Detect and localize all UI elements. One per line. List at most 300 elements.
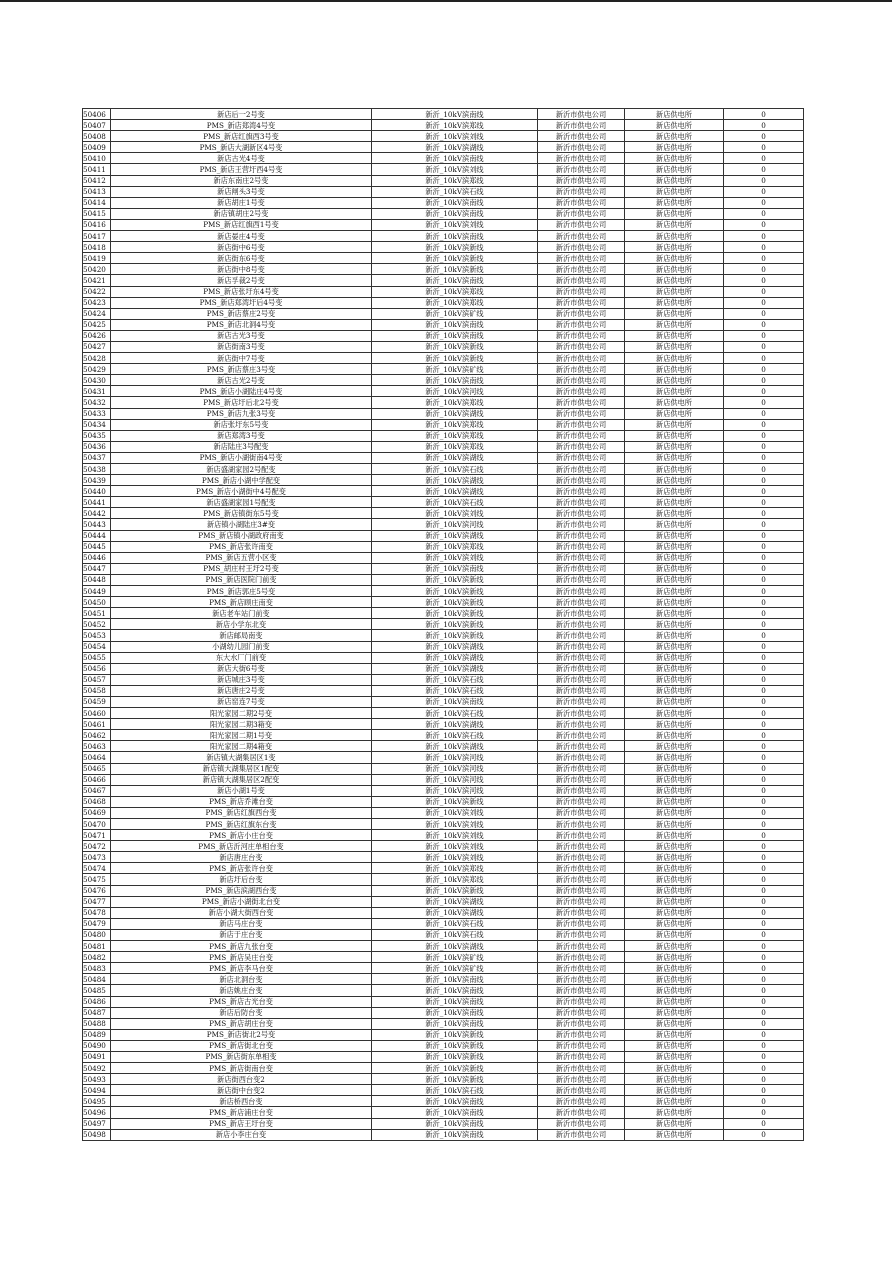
transformer-name-cell: 新店桥西台变 [111, 1096, 372, 1107]
row-id-cell: 50423 [83, 297, 111, 308]
station-cell: 新店供电所 [625, 275, 724, 286]
value-cell: 0 [724, 819, 804, 830]
row-id-cell: 50409 [83, 142, 111, 153]
table-row [83, 419, 804, 430]
station-cell: 新店供电所 [625, 430, 724, 441]
company-cell: 新沂市供电公司 [538, 430, 625, 441]
company-cell: 新沂市供电公司 [538, 131, 625, 142]
value-cell: 0 [724, 475, 804, 486]
table-row [83, 208, 804, 219]
station-cell: 新店供电所 [625, 774, 724, 785]
transformer-name-cell: 新店镇胡庄2号变 [111, 208, 372, 219]
company-cell: 新沂市供电公司 [538, 819, 625, 830]
table-row [83, 774, 804, 785]
line-cell: 新沂_10kV滨湖线 [372, 741, 538, 752]
line-cell: 新沂_10kV滨新线 [372, 1074, 538, 1085]
transformer-name-cell: 新店盛湖家园2号配变 [111, 464, 372, 475]
transformer-name-cell: 新店张圩东5号变 [111, 419, 372, 430]
station-cell: 新店供电所 [625, 441, 724, 452]
station-cell: 新店供电所 [625, 1074, 724, 1085]
table-row [83, 819, 804, 830]
company-cell: 新沂市供电公司 [538, 486, 625, 497]
line-cell: 新沂_10kV滨南线 [372, 985, 538, 996]
row-id-cell: 50437 [83, 452, 111, 463]
value-cell: 0 [724, 486, 804, 497]
station-cell: 新店供电所 [625, 175, 724, 186]
table-row [83, 974, 804, 985]
table-row [83, 1074, 804, 1085]
table-row [83, 386, 804, 397]
row-id-cell: 50483 [83, 963, 111, 974]
station-cell: 新店供电所 [625, 153, 724, 164]
station-cell: 新店供电所 [625, 1029, 724, 1040]
row-id-cell: 50465 [83, 763, 111, 774]
value-cell: 0 [724, 175, 804, 186]
row-id-cell: 50432 [83, 397, 111, 408]
value-cell: 0 [724, 408, 804, 419]
row-id-cell: 50487 [83, 1007, 111, 1018]
station-cell: 新店供电所 [625, 763, 724, 774]
value-cell: 0 [724, 1018, 804, 1029]
company-cell: 新沂市供电公司 [538, 530, 625, 541]
station-cell: 新店供电所 [625, 952, 724, 963]
transformer-name-cell: PMS_新店张许台变 [111, 863, 372, 874]
company-cell: 新沂市供电公司 [538, 1029, 625, 1040]
row-id-cell: 50485 [83, 985, 111, 996]
value-cell: 0 [724, 109, 804, 120]
line-cell: 新沂_10kV滨南线 [372, 1007, 538, 1018]
transformer-name-cell: 新店街中台变2 [111, 1085, 372, 1096]
table-row [83, 109, 804, 120]
value-cell: 0 [724, 419, 804, 430]
value-cell: 0 [724, 430, 804, 441]
row-id-cell: 50481 [83, 941, 111, 952]
line-cell: 新沂_10kV滨石线 [372, 497, 538, 508]
value-cell: 0 [724, 974, 804, 985]
transformer-name-cell: 新店老车站门前变 [111, 608, 372, 619]
transformer-name-cell: PMS_新店小湖街北台变 [111, 896, 372, 907]
line-cell: 新沂_10kV滨南线 [372, 1018, 538, 1029]
station-cell: 新店供电所 [625, 330, 724, 341]
station-cell: 新店供电所 [625, 530, 724, 541]
table-row [83, 1051, 804, 1062]
line-cell: 新沂_10kV滨郑线 [372, 874, 538, 885]
company-cell: 新沂市供电公司 [538, 952, 625, 963]
company-cell: 新沂市供电公司 [538, 153, 625, 164]
line-cell: 新沂_10kV滨新线 [372, 796, 538, 807]
value-cell: 0 [724, 929, 804, 940]
station-cell: 新店供电所 [625, 1051, 724, 1062]
company-cell: 新沂市供电公司 [538, 641, 625, 652]
company-cell: 新沂市供电公司 [538, 208, 625, 219]
table-row [83, 430, 804, 441]
table-row [83, 685, 804, 696]
row-id-cell: 50447 [83, 563, 111, 574]
value-cell: 0 [724, 353, 804, 364]
line-cell: 新沂_10kV滨新线 [372, 1063, 538, 1074]
transformer-name-cell: PMS_新店镇小湖政府南变 [111, 530, 372, 541]
table-row [83, 297, 804, 308]
line-cell: 新沂_10kV滨新线 [372, 885, 538, 896]
company-cell: 新沂市供电公司 [538, 963, 625, 974]
line-cell: 新沂_10kV滨刘线 [372, 219, 538, 230]
table-row [83, 131, 804, 142]
company-cell: 新沂市供电公司 [538, 752, 625, 763]
company-cell: 新沂市供电公司 [538, 508, 625, 519]
company-cell: 新沂市供电公司 [538, 109, 625, 120]
line-cell: 新沂_10kV滨郑线 [372, 175, 538, 186]
transformer-name-cell: 新店街东6号变 [111, 253, 372, 264]
company-cell: 新沂市供电公司 [538, 996, 625, 1007]
line-cell: 新沂_10kV滨湖线 [372, 641, 538, 652]
station-cell: 新店供电所 [625, 896, 724, 907]
row-id-cell: 50424 [83, 308, 111, 319]
transformer-name-cell: 新店晏庄4号变 [111, 231, 372, 242]
line-cell: 新沂_10kV滨河线 [372, 763, 538, 774]
line-cell: 新沂_10kV滨刘线 [372, 841, 538, 852]
row-id-cell: 50477 [83, 896, 111, 907]
transformer-name-cell: 新店后防台变 [111, 1007, 372, 1018]
row-id-cell: 50455 [83, 652, 111, 663]
value-cell: 0 [724, 264, 804, 275]
transformer-name-cell: PMS_新店郑湾圩后4号变 [111, 297, 372, 308]
station-cell: 新店供电所 [625, 907, 724, 918]
value-cell: 0 [724, 563, 804, 574]
value-cell: 0 [724, 685, 804, 696]
value-cell: 0 [724, 153, 804, 164]
row-id-cell: 50413 [83, 186, 111, 197]
value-cell: 0 [724, 1129, 804, 1140]
value-cell: 0 [724, 896, 804, 907]
value-cell: 0 [724, 497, 804, 508]
line-cell: 新沂_10kV滨新线 [372, 574, 538, 585]
company-cell: 新沂市供电公司 [538, 219, 625, 230]
value-cell: 0 [724, 552, 804, 563]
row-id-cell: 50468 [83, 796, 111, 807]
row-id-cell: 50438 [83, 464, 111, 475]
transformer-name-cell: 新店北洞台变 [111, 974, 372, 985]
row-id-cell: 50482 [83, 952, 111, 963]
transformer-name-cell: 新店小湖大街西台变 [111, 907, 372, 918]
row-id-cell: 50406 [83, 109, 111, 120]
station-cell: 新店供电所 [625, 131, 724, 142]
transformer-name-cell: PMS_新店蔡庄3号变 [111, 364, 372, 375]
transformer-name-cell: PMS_新店小湖陆庄4号变 [111, 386, 372, 397]
table-row [83, 353, 804, 364]
row-id-cell: 50461 [83, 719, 111, 730]
line-cell: 新沂_10kV滨湖线 [372, 142, 538, 153]
transformer-name-cell: PMS_新店张圩东4号变 [111, 286, 372, 297]
company-cell: 新沂市供电公司 [538, 308, 625, 319]
row-id-cell: 50466 [83, 774, 111, 785]
station-cell: 新店供电所 [625, 475, 724, 486]
line-cell: 新沂_10kV滨矿线 [372, 952, 538, 963]
line-cell: 新沂_10kV滨湖线 [372, 941, 538, 952]
row-id-cell: 50430 [83, 375, 111, 386]
transformer-name-cell: PMS_新店胡庄台变 [111, 1018, 372, 1029]
value-cell: 0 [724, 741, 804, 752]
station-cell: 新店供电所 [625, 397, 724, 408]
line-cell: 新沂_10kV滨刘线 [372, 819, 538, 830]
transformer-name-cell: 新店小李庄台变 [111, 1129, 372, 1140]
line-cell: 新沂_10kV滨石线 [372, 1085, 538, 1096]
company-cell: 新沂市供电公司 [538, 885, 625, 896]
table-row [83, 1063, 804, 1074]
transformer-name-cell: 新店后一2号变 [111, 109, 372, 120]
table-row [83, 264, 804, 275]
line-cell: 新沂_10kV滨石线 [372, 929, 538, 940]
table-row [83, 719, 804, 730]
company-cell: 新沂市供电公司 [538, 419, 625, 430]
value-cell: 0 [724, 197, 804, 208]
company-cell: 新沂市供电公司 [538, 896, 625, 907]
company-cell: 新沂市供电公司 [538, 785, 625, 796]
table-row [83, 464, 804, 475]
station-cell: 新店供电所 [625, 1118, 724, 1129]
table-row [83, 120, 804, 131]
transformer-name-cell: PMS_新店滨湖西台变 [111, 885, 372, 896]
transformer-name-cell: 阳光家园二期3箱变 [111, 719, 372, 730]
value-cell: 0 [724, 142, 804, 153]
station-cell: 新店供电所 [625, 120, 724, 131]
row-id-cell: 50442 [83, 508, 111, 519]
row-id-cell: 50493 [83, 1074, 111, 1085]
row-id-cell: 50436 [83, 441, 111, 452]
value-cell: 0 [724, 186, 804, 197]
value-cell: 0 [724, 586, 804, 597]
line-cell: 新沂_10kV滨河线 [372, 386, 538, 397]
value-cell: 0 [724, 641, 804, 652]
line-cell: 新沂_10kV滨新线 [372, 1051, 538, 1062]
table-row [83, 885, 804, 896]
station-cell: 新店供电所 [625, 497, 724, 508]
table-row [83, 497, 804, 508]
line-cell: 新沂_10kV滨新线 [372, 630, 538, 641]
line-cell: 新沂_10kV滨南线 [372, 208, 538, 219]
row-id-cell: 50486 [83, 996, 111, 1007]
station-cell: 新店供电所 [625, 219, 724, 230]
station-cell: 新店供电所 [625, 819, 724, 830]
station-cell: 新店供电所 [625, 375, 724, 386]
transformer-name-cell: 新店唐庄2号变 [111, 685, 372, 696]
table-row [83, 153, 804, 164]
line-cell: 新沂_10kV滨湖线 [372, 896, 538, 907]
transformer-name-cell: PMS_新店街南台变 [111, 1063, 372, 1074]
table-row [83, 863, 804, 874]
station-cell: 新店供电所 [625, 708, 724, 719]
station-cell: 新店供电所 [625, 109, 724, 120]
table-row [83, 608, 804, 619]
value-cell: 0 [724, 452, 804, 463]
row-id-cell: 50490 [83, 1040, 111, 1051]
table-row [83, 253, 804, 264]
transformer-name-cell: PMS_新店乔滩台变 [111, 796, 372, 807]
transformer-name-cell: PMS_新店沂河庄单相台变 [111, 841, 372, 852]
value-cell: 0 [724, 985, 804, 996]
table-row [83, 630, 804, 641]
table-row [83, 619, 804, 630]
line-cell: 新沂_10kV滨南线 [372, 974, 538, 985]
line-cell: 新沂_10kV滨新线 [372, 264, 538, 275]
transformer-name-cell: PMS_新店街北台变 [111, 1040, 372, 1051]
transformer-name-cell: PMS_新店镇街东5号变 [111, 508, 372, 519]
transformer-name-cell: 阳光家园二期2号变 [111, 708, 372, 719]
row-id-cell: 50435 [83, 430, 111, 441]
row-id-cell: 50420 [83, 264, 111, 275]
line-cell: 新沂_10kV滨新线 [372, 1040, 538, 1051]
transformer-name-cell: 新店街中8号变 [111, 264, 372, 275]
row-id-cell: 50467 [83, 785, 111, 796]
table-row [83, 1096, 804, 1107]
row-id-cell: 50411 [83, 164, 111, 175]
station-cell: 新店供电所 [625, 918, 724, 929]
table-row [83, 674, 804, 685]
table-row [83, 286, 804, 297]
company-cell: 新沂市供电公司 [538, 619, 625, 630]
company-cell: 新沂市供电公司 [538, 941, 625, 952]
line-cell: 新沂_10kV滨新线 [372, 341, 538, 352]
transformer-name-cell: 新店古光3号变 [111, 330, 372, 341]
table-row [83, 197, 804, 208]
value-cell: 0 [724, 763, 804, 774]
line-cell: 新沂_10kV滨南线 [372, 1129, 538, 1140]
row-id-cell: 50449 [83, 586, 111, 597]
station-cell: 新店供电所 [625, 874, 724, 885]
transformer-name-cell: 新店窑连7号变 [111, 696, 372, 707]
station-cell: 新店供电所 [625, 630, 724, 641]
value-cell: 0 [724, 286, 804, 297]
transformer-name-cell: 新店盛湖家园1号配变 [111, 497, 372, 508]
row-id-cell: 50462 [83, 730, 111, 741]
value-cell: 0 [724, 696, 804, 707]
station-cell: 新店供电所 [625, 242, 724, 253]
station-cell: 新店供电所 [625, 286, 724, 297]
row-id-cell: 50492 [83, 1063, 111, 1074]
table-row [83, 1018, 804, 1029]
line-cell: 新沂_10kV滨新线 [372, 608, 538, 619]
station-cell: 新店供电所 [625, 863, 724, 874]
table-row [83, 852, 804, 863]
table-row [83, 552, 804, 563]
value-cell: 0 [724, 386, 804, 397]
transformer-name-cell: PMS_新店九张3号变 [111, 408, 372, 419]
line-cell: 新沂_10kV滨南线 [372, 1118, 538, 1129]
table-row [83, 242, 804, 253]
transformer-name-cell: PMS_新店红旗东台变 [111, 819, 372, 830]
station-cell: 新店供电所 [625, 652, 724, 663]
company-cell: 新沂市供电公司 [538, 708, 625, 719]
station-cell: 新店供电所 [625, 253, 724, 264]
station-cell: 新店供电所 [625, 1129, 724, 1140]
row-id-cell: 50453 [83, 630, 111, 641]
station-cell: 新店供电所 [625, 830, 724, 841]
transformer-name-cell: PMS_新店王营圩西4号变 [111, 164, 372, 175]
line-cell: 新沂_10kV滨南线 [372, 330, 538, 341]
row-id-cell: 50428 [83, 353, 111, 364]
company-cell: 新沂市供电公司 [538, 286, 625, 297]
row-id-cell: 50464 [83, 752, 111, 763]
row-id-cell: 50476 [83, 885, 111, 896]
value-cell: 0 [724, 674, 804, 685]
line-cell: 新沂_10kV滨郑线 [372, 430, 538, 441]
value-cell: 0 [724, 464, 804, 475]
line-cell: 新沂_10kV滨刘线 [372, 552, 538, 563]
value-cell: 0 [724, 242, 804, 253]
company-cell: 新沂市供电公司 [538, 696, 625, 707]
table-row [83, 175, 804, 186]
table-row [83, 508, 804, 519]
line-cell: 新沂_10kV滨河线 [372, 752, 538, 763]
value-cell: 0 [724, 885, 804, 896]
table-row [83, 231, 804, 242]
transformer-name-cell: 新店陆庄3号配变 [111, 441, 372, 452]
value-cell: 0 [724, 941, 804, 952]
table-row [83, 830, 804, 841]
line-cell: 新沂_10kV滨石线 [372, 464, 538, 475]
table-row [83, 985, 804, 996]
transformer-name-cell: 阳光家园二期1号变 [111, 730, 372, 741]
station-cell: 新店供电所 [625, 197, 724, 208]
line-cell: 新沂_10kV滨南线 [372, 319, 538, 330]
transformer-name-cell: PMS_新店张许南变 [111, 541, 372, 552]
table-row [83, 641, 804, 652]
company-cell: 新沂市供电公司 [538, 142, 625, 153]
transformer-name-cell: 新店大街6号变 [111, 663, 372, 674]
value-cell: 0 [724, 1107, 804, 1118]
station-cell: 新店供电所 [625, 164, 724, 175]
transformer-name-cell: 新店古光4号变 [111, 153, 372, 164]
value-cell: 0 [724, 375, 804, 386]
station-cell: 新店供电所 [625, 1085, 724, 1096]
value-cell: 0 [724, 852, 804, 863]
company-cell: 新沂市供电公司 [538, 197, 625, 208]
row-id-cell: 50441 [83, 497, 111, 508]
transformer-name-cell: 新店于庄台变 [111, 929, 372, 940]
row-id-cell: 50412 [83, 175, 111, 186]
station-cell: 新店供电所 [625, 796, 724, 807]
company-cell: 新沂市供电公司 [538, 386, 625, 397]
line-cell: 新沂_10kV滨矿线 [372, 963, 538, 974]
value-cell: 0 [724, 807, 804, 818]
company-cell: 新沂市供电公司 [538, 231, 625, 242]
company-cell: 新沂市供电公司 [538, 242, 625, 253]
transformer-name-cell: 新店镇大湖集居区1配变 [111, 763, 372, 774]
value-cell: 0 [724, 785, 804, 796]
station-cell: 新店供电所 [625, 985, 724, 996]
line-cell: 新沂_10kV滨南线 [372, 375, 538, 386]
line-cell: 新沂_10kV滨新线 [372, 597, 538, 608]
row-id-cell: 50471 [83, 830, 111, 841]
station-cell: 新店供电所 [625, 741, 724, 752]
value-cell: 0 [724, 597, 804, 608]
transformer-name-cell: PMS_新店圩后北2号变 [111, 397, 372, 408]
transformer-name-cell: PMS_新店红旗西台变 [111, 807, 372, 818]
transformer-name-cell: 新店街南3号变 [111, 341, 372, 352]
line-cell: 新沂_10kV滨南线 [372, 153, 538, 164]
transformer-name-cell: 新店城庄3号变 [111, 674, 372, 685]
station-cell: 新店供电所 [625, 341, 724, 352]
company-cell: 新沂市供电公司 [538, 164, 625, 175]
row-id-cell: 50426 [83, 330, 111, 341]
company-cell: 新沂市供电公司 [538, 253, 625, 264]
row-id-cell: 50456 [83, 663, 111, 674]
station-cell: 新店供电所 [625, 408, 724, 419]
transformer-name-cell: 阳光家园二期4箱变 [111, 741, 372, 752]
station-cell: 新店供电所 [625, 1040, 724, 1051]
line-cell: 新沂_10kV滨新线 [372, 253, 538, 264]
table-row [83, 918, 804, 929]
value-cell: 0 [724, 708, 804, 719]
